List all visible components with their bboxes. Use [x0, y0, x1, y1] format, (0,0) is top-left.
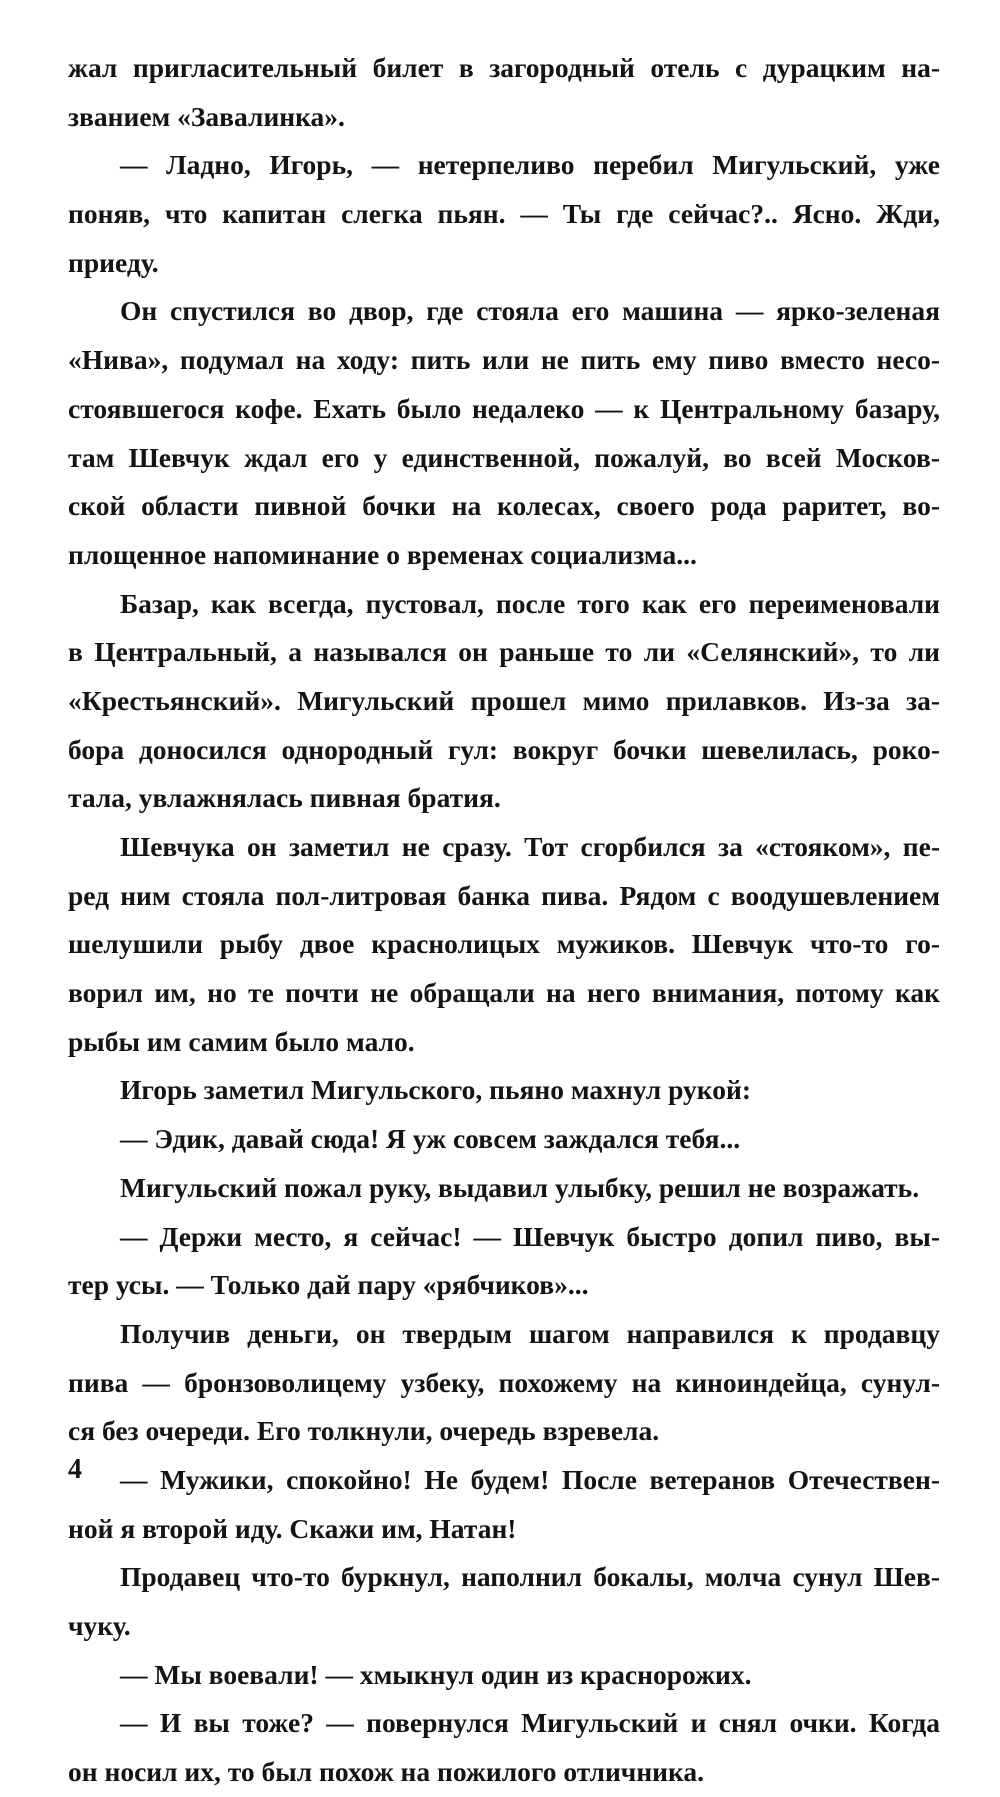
text-line: пива — бронзоволицему узбеку, похожему на киноиндейца, сунул-: [68, 1366, 940, 1398]
text-line: бора доносился однородный гул: вокруг бочки шевелилась, роко-: [68, 733, 940, 765]
text-line: Он спустился во двор, где стояла его машина — ярко-зеленая: [120, 295, 940, 327]
text-line: стоявшегося кофе. Ехать было недалеко — к Центральному базару,: [68, 392, 940, 424]
text-line: Мигульский пожал руку, выдавил улыбку, решил не возражать.: [120, 1171, 920, 1203]
text-line: в Центральный, а назывался он раньше то ли «Селянский», то ли: [68, 636, 940, 668]
text-line: — И вы тоже? — повернулся Мигульский и снял очки. Когда: [120, 1707, 940, 1739]
page-number: 4: [68, 1454, 82, 1485]
text-line: — Мы воевали! — хмыкнул один из краснорожих.: [120, 1658, 752, 1690]
text-line: Получив деньги, он твердым шагом направился к продавцу: [120, 1317, 940, 1349]
text-line: жал пригласительный билет в загородный отель с дурацким на-: [68, 52, 940, 83]
text-line: — Держи место, я сейчас! — Шевчук быстро допил пиво, вы-: [120, 1220, 940, 1252]
text-line: тала, увлажнялась пивная братия.: [68, 782, 501, 814]
text-line: ной я второй иду. Скажи им, Натан!: [68, 1512, 517, 1544]
text-line: — Мужики, спокойно! Не будем! После ветеранов Отечествен-: [120, 1463, 940, 1495]
text-line: званием «Завалинка».: [68, 100, 345, 132]
text-line: «Нива», подумал на ходу: пить или не пить ему пиво вместо несо-: [68, 344, 940, 376]
text-line: Игорь заметил Мигульского, пьяно махнул рукой:: [120, 1074, 752, 1106]
text-line: — Ладно, Игорь, — нетерпеливо перебил Мигульский, уже: [120, 149, 940, 181]
text-line: — Эдик, давай сюда! Я уж совсем заждался тебя...: [120, 1123, 741, 1155]
text-line: ред ним стояла пол-литровая банка пива. Рядом с воодушевлением: [68, 879, 940, 911]
text-line: Шевчука он заметил не сразу. Тот сгорбился за «стояком», пе-: [120, 831, 940, 862]
text-line: шелушили рыбу двое краснолицых мужиков. Шевчук что-то го-: [68, 928, 940, 960]
text-line: тер усы. — Только дай пару «рябчиков»...: [68, 1269, 589, 1301]
text-line: там Шевчук ждал его у единственной, пожалуй, во всей Москов-: [68, 441, 940, 473]
text-line: Базар, как всегда, пустовал, после того как его переименовали: [120, 587, 940, 619]
text-line: ся без очереди. Его толкнули, очередь взревела.: [68, 1415, 660, 1447]
text-line: Продавец что-то буркнул, наполнил бокалы, молча сунул Шев-: [120, 1561, 940, 1593]
text-line: ворил им, но те почти не обращали на него внимания, потому как: [68, 977, 940, 1009]
body-text: [68, 44, 940, 1797]
text-line: чуку.: [68, 1610, 131, 1641]
text-line: поняв, что капитан слегка пьян. — Ты где сейчас?.. Ясно. Жди,: [68, 198, 940, 230]
text-line: площенное напоминание о временах социализма...: [68, 538, 697, 570]
text-line: ской области пивной бочки на колесах, своего рода раритет, во-: [68, 490, 940, 522]
text-line: рыбы им самим было мало.: [68, 1025, 415, 1057]
text-line: он носил их, то был похож на пожилого отличника.: [68, 1756, 705, 1788]
text-line: приеду.: [68, 246, 159, 278]
text-line: «Крестьянский». Мигульский прошел мимо прилавков. Из-за за-: [68, 684, 940, 716]
